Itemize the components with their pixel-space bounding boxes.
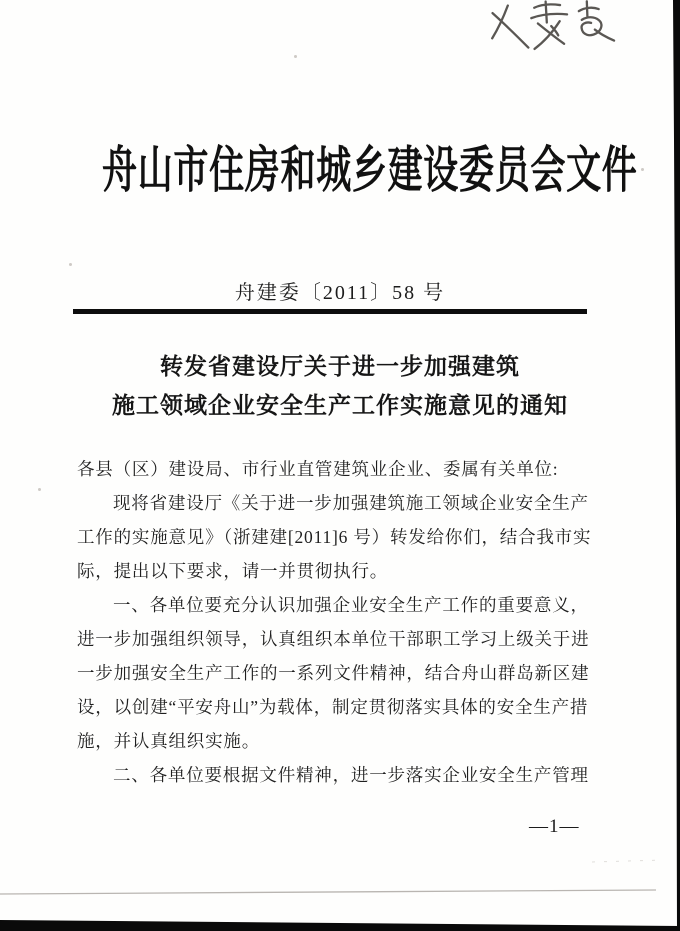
body-line: 二、各单位要根据文件精神，进一步落实企业安全生产管理 bbox=[113, 765, 589, 785]
agency-letterhead-title: 舟山市住房和城乡建设委员会文件 bbox=[102, 142, 638, 198]
handwritten-annotation bbox=[488, 0, 623, 52]
document-title-line1: 转发省建设厅关于进一步加强建筑 bbox=[160, 354, 520, 379]
scan-speck bbox=[69, 263, 72, 266]
document-title-line2: 施工领域企业安全生产工作实施意见的通知 bbox=[112, 393, 568, 418]
body-line: 进一步加强组织领导，认真组织本单位干部职工学习上级关于进 bbox=[77, 629, 590, 649]
scan-speck bbox=[641, 168, 644, 171]
body-line: 施，并认真组织实施。 bbox=[77, 731, 260, 751]
body-line: 际，提出以下要求，请一并贯彻执行。 bbox=[77, 561, 389, 581]
scan-speck bbox=[38, 488, 41, 491]
page-number: —1— bbox=[529, 816, 580, 837]
body-line: 现将省建设厅《关于进一步加强建筑施工领域企业安全生产 bbox=[113, 493, 589, 513]
document-number: 舟建委〔2011〕58 号 bbox=[234, 282, 446, 304]
scan-edge-right bbox=[673, 0, 680, 931]
scan-speck bbox=[294, 55, 297, 58]
body-line: 工作的实施意见》（浙建建[2011]6 号）转发给你们，结合我市实 bbox=[77, 527, 592, 547]
document-body bbox=[77, 452, 592, 792]
body-line: 一步加强安全生产工作的一系列文件精神，结合舟山群岛新区建 bbox=[77, 663, 590, 683]
scan-edge-bottom bbox=[0, 920, 680, 931]
handwriting-strokes bbox=[488, 0, 623, 52]
body-line: 一、各单位要充分认识加强企业安全生产工作的重要意义， bbox=[113, 595, 589, 615]
crease-line bbox=[0, 890, 656, 894]
letterhead-rule bbox=[73, 309, 587, 314]
body-line: 设，以创建“平安舟山”为载体，制定贯彻落实具体的安全生产措 bbox=[77, 697, 589, 717]
dust-marks bbox=[592, 860, 664, 862]
body-line: 各县（区）建设局、市行业直管建筑业企业、委属有关单位: bbox=[77, 459, 559, 479]
document-title bbox=[0, 347, 680, 425]
